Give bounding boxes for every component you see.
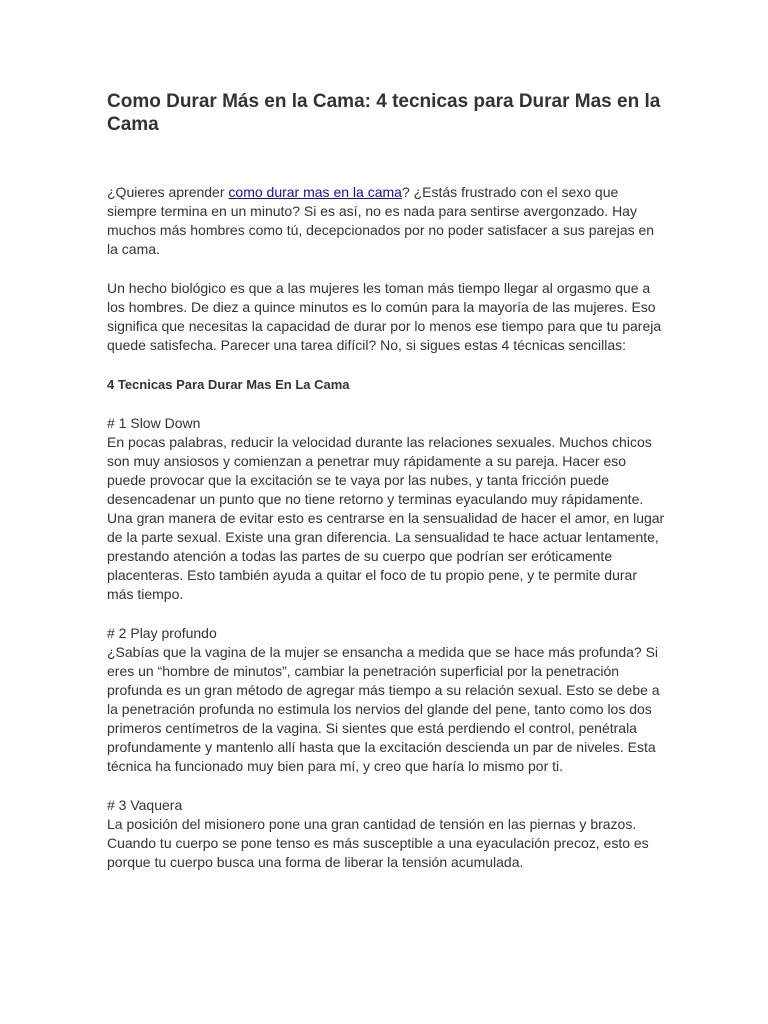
technique-1-body: En pocas palabras, reducir la velocidad durante las relaciones sexuales. Muchos chicos son muy ansiosos y comienzan a penetrar muy rápidamente a su pareja. Hacer eso puede provocar que la excitación se te vaya por las nubes, y tanta fricción puede desencadenar un punto que no tiene retorno y terminas eyaculando muy rápidamente. Una gran manera de evitar esto es centrarse en la sensualidad de hacer el amor, en lugar de la parte sexual. Existe una gran diferencia. La sensualidad te hace actuar lentamente, prestando atención a todas las partes de su cuerpo que podrían ser eróticamente placenteras. Esto también ayuda a quitar el foco de tu propio pene, y te permite durar más tiempo.: [107, 434, 665, 602]
technique-3-body: La posición del misionero pone una gran cantidad de tensión en las piernas y brazos. Cuando tu cuerpo se pone tenso es más susceptible a una eyaculación precoz, esto es porque tu cuerpo busca una forma de liberar la tensión acumulada.: [107, 816, 649, 870]
techniques-section-heading: 4 Tecnicas Para Durar Mas En La Cama: [107, 377, 350, 392]
technique-2-body: ¿Sabías que la vagina de la mujer se ensancha a medida que se hace más profunda? Si eres un “hombre de minutos”, cambiar la penetración superficial por la penetración profunda es un gran método de agregar más tiempo a su relación sexual. Esto se debe a la penetración profunda no estimula los nervios del glande del pene, tanto como los dos primeros centímetros de la vagina. Si sientes que está perdiendo el control, penétrala profundamente y mantenlo allí hasta que la excitación descienda un par de niveles. Esta técnica ha funcionado muy bien para mí, y creo que haría lo mismo por ti.: [107, 644, 660, 774]
article: [107, 90, 667, 872]
intro-paragraph: [107, 183, 667, 259]
technique-3-heading: # 3 Vaquera: [107, 797, 183, 813]
intro-text-before-link: ¿Quieres aprender: [107, 184, 229, 200]
technique-1-heading: # 1 Slow Down: [107, 415, 201, 431]
how-to-last-longer-link[interactable]: como durar mas en la cama: [228, 184, 402, 200]
intro-text-after-link: ? ¿Estás frustrado con el sexo que siempre termina en un minuto? Si es así, no es nada para sentirse avergonzado. Hay muchos más hombres como tú, decepcionados por no poder satisfacer a sus parejas en la cama.: [107, 184, 655, 257]
technique-2-heading: # 2 Play profundo: [107, 625, 217, 641]
biology-paragraph: Un hecho biológico es que a las mujeres les toman más tiempo llegar al orgasmo que a los hombres. De diez a quince minutos es lo común para la mayoría de las mujeres. Eso significa que necesitas la capacidad de durar por lo menos ese tiempo para que tu pareja quede satisfecha. Parecer una tarea difícil? No, si sigues estas 4 técnicas sencillas:: [107, 280, 662, 353]
article-title: Como Durar Más en la Cama: 4 tecnicas para Durar Mas en la Cama: [107, 91, 661, 135]
